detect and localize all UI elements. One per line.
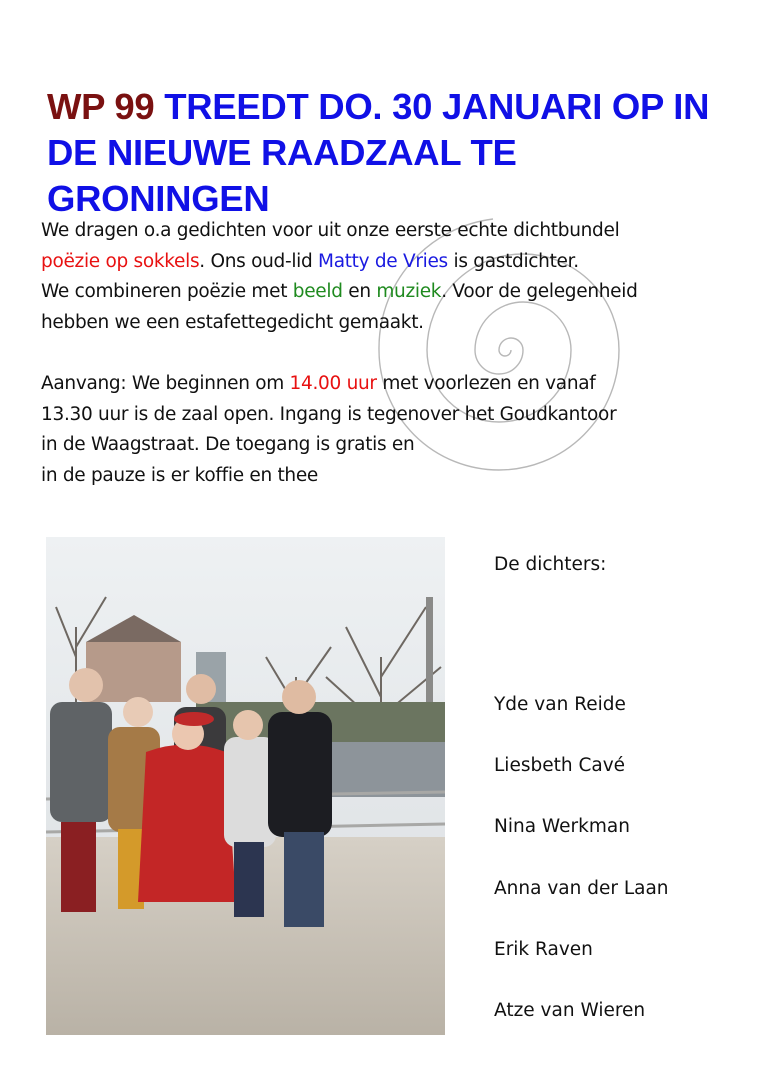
details-line-2: 13.30 uur is de zaal open. Ingang is tegenover het Goudkantoor bbox=[41, 403, 617, 425]
keyword-muziek: muziek bbox=[376, 281, 442, 302]
intro-line-3-end: . Voor de gelegenheid bbox=[441, 281, 638, 302]
poet-name: Yde van Reide bbox=[494, 694, 626, 715]
intro-line-2-end: is gastdichter. bbox=[447, 250, 579, 272]
poets-list bbox=[494, 692, 669, 1059]
intro-line-3-start: We combineren poëzie met bbox=[41, 281, 293, 302]
start-time: 14.00 uur bbox=[289, 373, 377, 394]
intro-line-4: hebben we een estafettegedicht gemaakt. bbox=[41, 311, 424, 333]
intro-line-3-en: en bbox=[342, 281, 377, 302]
title-brand: WP 99 bbox=[47, 86, 155, 127]
poet-name: Nina Werkman bbox=[494, 816, 630, 838]
title-line-1: TREEDT DO. 30 JANUARI OP IN bbox=[164, 86, 710, 127]
details-line-1-end: met voorlezen en vanaf bbox=[376, 373, 596, 394]
page-title bbox=[47, 84, 747, 222]
poets-heading: De dichters: bbox=[494, 554, 607, 575]
title-line-2: DE NIEUWE RAADZAAL TE GRONINGEN bbox=[47, 132, 517, 219]
guest-poet-name: Matty de Vries bbox=[318, 250, 448, 272]
group-photo bbox=[46, 537, 445, 1035]
details-paragraph bbox=[41, 369, 616, 491]
poet-name: Anna van der Laan bbox=[494, 877, 669, 899]
intro-line-1: We dragen o.a gedichten voor uit onze eerste echte dichtbundel bbox=[41, 220, 620, 241]
keyword-beeld: beeld bbox=[292, 281, 343, 302]
poet-name: Atze van Wieren bbox=[494, 999, 646, 1021]
intro-paragraph bbox=[41, 216, 638, 338]
intro-line-2-mid: . Ons oud-lid bbox=[199, 250, 319, 272]
details-line-1-start: Aanvang: We beginnen om bbox=[41, 373, 290, 394]
poet-name: Erik Raven bbox=[494, 938, 593, 960]
poet-name: Liesbeth Cavé bbox=[494, 755, 626, 777]
details-line-4: in de pauze is er koffie en thee bbox=[41, 464, 318, 486]
bundle-title: poëzie op sokkels bbox=[41, 250, 200, 272]
details-line-3: in de Waagstraat. De toegang is gratis en bbox=[41, 434, 415, 455]
